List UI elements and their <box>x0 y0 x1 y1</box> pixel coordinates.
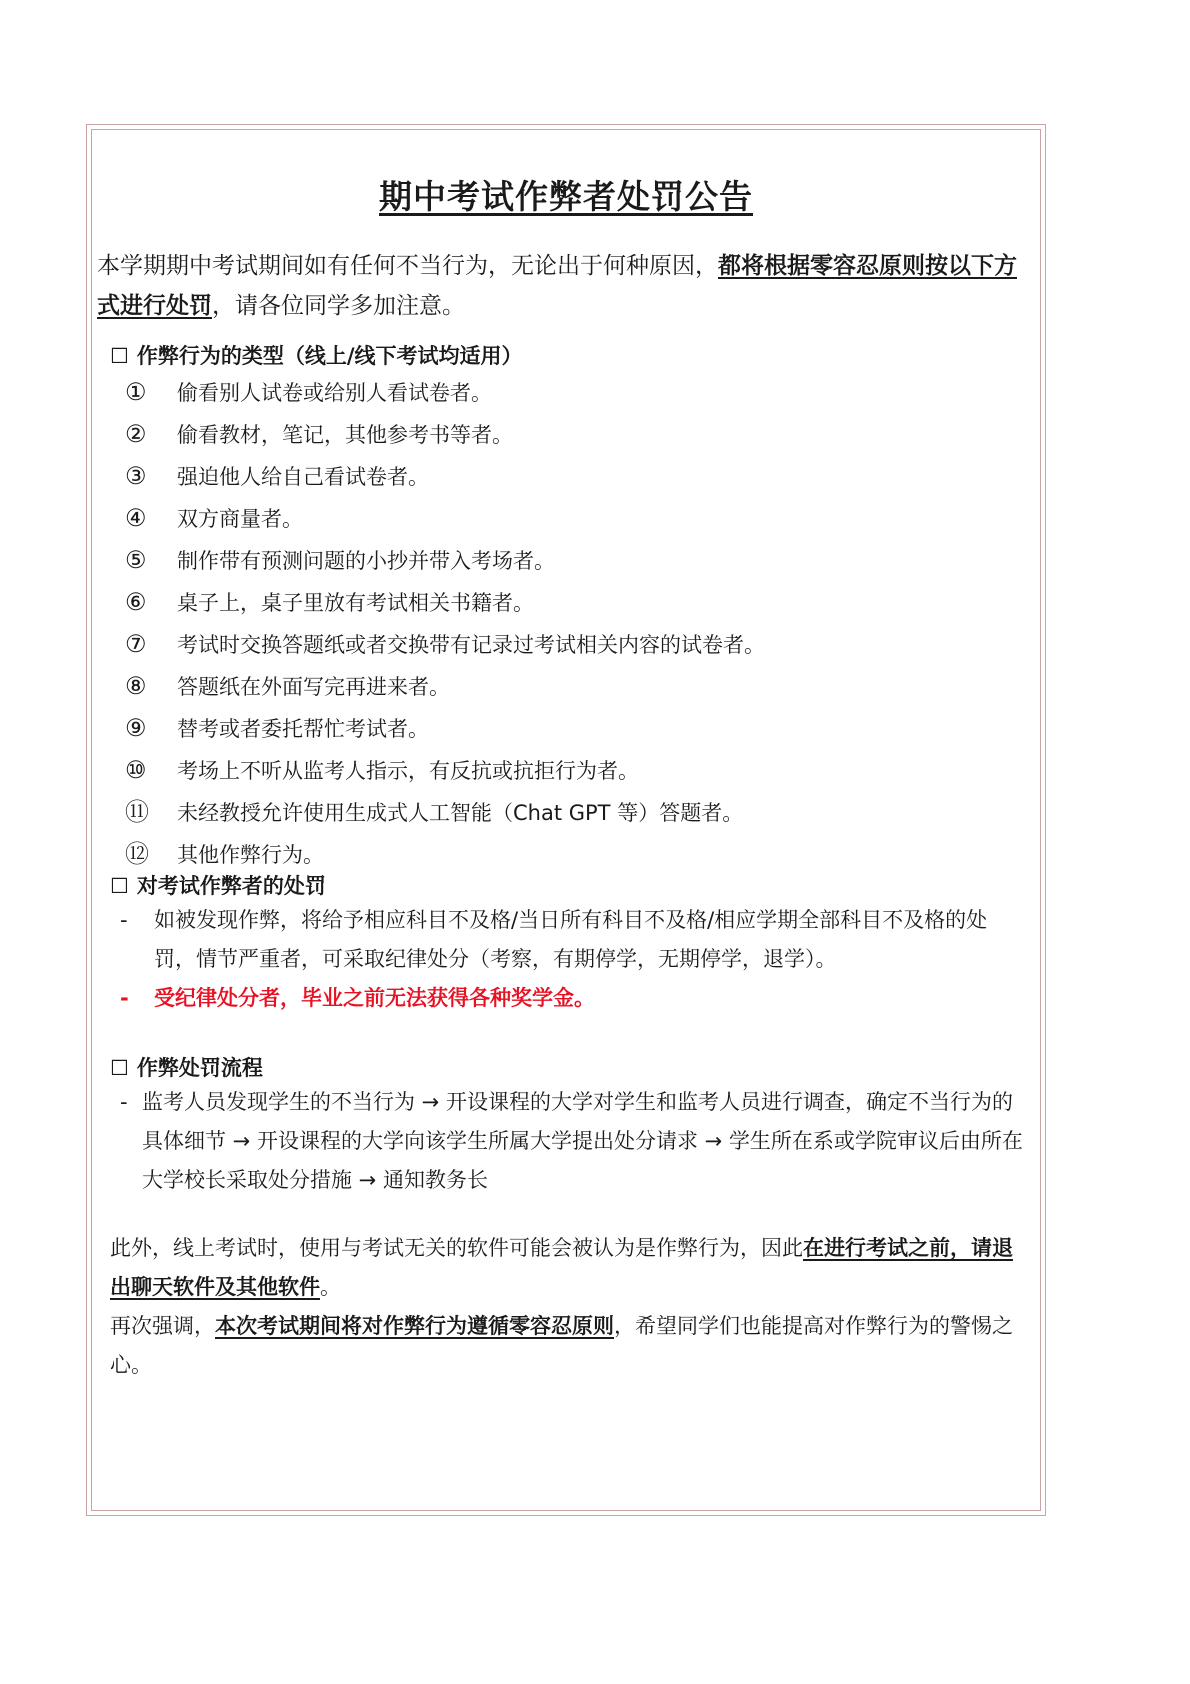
list-number: ② <box>125 420 147 448</box>
dash-marker: - <box>120 986 129 1010</box>
closing-line-1 <box>110 1229 1027 1307</box>
process-flow-text: 监考人员发现学生的不当行为 → 开设课程的大学对学生和监考人员进行调查，确定不当行为的具体细节 → 开设课程的大学向该学生所属大学提出处分请求 → 学生所在系或学院审议后由所在大学校长采取处分措施 → 通知教务长 <box>142 1090 1023 1192</box>
intro-text-end: ，请各位同学多加注意。 <box>212 293 465 319</box>
list-item <box>125 749 1005 791</box>
closing-line-2 <box>110 1307 1027 1385</box>
list-text: 考试时交换答题纸或者交换带有记录过考试相关内容的试卷者。 <box>177 633 765 657</box>
list-text: 答题纸在外面写完再进来者。 <box>177 675 450 699</box>
list-item <box>125 371 1005 413</box>
penalty-bullet <box>110 901 1027 979</box>
section-process-heading <box>110 1053 263 1083</box>
penalty-bullet-scholarship <box>110 979 1027 1018</box>
list-item <box>125 707 1005 749</box>
list-number: ① <box>125 378 147 406</box>
list-text: 强迫他人给自己看试卷者。 <box>177 465 429 489</box>
list-item <box>125 497 1005 539</box>
penalties-body <box>110 901 1027 1018</box>
intro-paragraph <box>97 246 1039 326</box>
list-item <box>125 665 1005 707</box>
list-number: ③ <box>125 462 147 490</box>
checkbox-icon: ☐ <box>110 344 129 368</box>
list-number: ⑩ <box>125 756 147 784</box>
list-number: ④ <box>125 504 147 532</box>
section-cheating-types-heading <box>110 341 523 371</box>
list-text: 偷看别人试卷或给别人看试卷者。 <box>177 381 492 405</box>
notice-frame <box>86 124 1046 1516</box>
list-number: ⑫ <box>125 840 149 868</box>
closing-paragraph <box>110 1229 1027 1385</box>
list-number: ⑦ <box>125 630 147 658</box>
scholarship-warning: 受纪律处分者，毕业之前无法获得各种奖学金。 <box>154 986 595 1010</box>
intro-text: 本学期期中考试期间如有任何不当行为，无论出于何种原因， <box>97 253 718 279</box>
dash-marker: - <box>120 908 128 932</box>
list-item <box>125 623 1005 665</box>
list-text: 双方商量者。 <box>177 507 303 531</box>
list-number: ⑥ <box>125 588 147 616</box>
list-text: 桌子上，桌子里放有考试相关书籍者。 <box>177 591 534 615</box>
closing-text: 此外，线上考试时，使用与考试无关的软件可能会被认为是作弊行为，因此 <box>110 1236 803 1260</box>
list-item <box>125 539 1005 581</box>
section-heading-text: 作弊处罚流程 <box>136 1056 263 1080</box>
section-heading-text: 对考试作弊者的处罚 <box>136 874 326 898</box>
closing-text-end: 。 <box>320 1275 341 1299</box>
list-text: 替考或者委托帮忙考试者。 <box>177 717 429 741</box>
section-penalties-heading <box>110 871 326 901</box>
list-text: 其他作弊行为。 <box>177 843 324 867</box>
closing-text-end: ，希望同学们也能提高对作弊行为的警惕之心。 <box>110 1314 1013 1377</box>
list-text: 未经教授允许使用生成式人工智能（Chat GPT 等）答题者。 <box>177 801 744 825</box>
list-item <box>125 413 1005 455</box>
list-text: 考场上不听从监考人指示，有反抗或抗拒行为者。 <box>177 759 639 783</box>
list-number: ⑧ <box>125 672 147 700</box>
section-heading-text: 作弊行为的类型（线上/线下考试均适用） <box>136 344 523 368</box>
checkbox-icon: ☐ <box>110 1056 129 1080</box>
checkbox-icon: ☐ <box>110 874 129 898</box>
dash-marker: - <box>120 1090 128 1114</box>
closing-text: 再次强调， <box>110 1314 215 1338</box>
list-item <box>125 833 1005 875</box>
list-text: 制作带有预测问题的小抄并带入考场者。 <box>177 549 555 573</box>
intro-emphasis: 都将根据零容忍原则按以下方式进行处罚 <box>97 252 1017 319</box>
list-number: ⑨ <box>125 714 147 742</box>
process-body <box>110 1083 1027 1200</box>
penalty-text: 如被发现作弊，将给予相应科目不及格/当日所有科目不及格/相应学期全部科目不及格的处罚，情节严重者，可采取纪律处分（考察，有期停学，无期停学，退学）。 <box>154 908 988 971</box>
list-number: ⑤ <box>125 546 147 574</box>
list-item <box>125 581 1005 623</box>
page-title: 期中考试作弊者处罚公告 <box>379 177 753 216</box>
list-number: ⑪ <box>125 798 149 826</box>
cheating-types-list <box>125 371 1005 875</box>
list-item <box>125 455 1005 497</box>
list-item <box>125 791 1005 833</box>
process-flow <box>110 1083 1027 1200</box>
list-text: 偷看教材，笔记，其他参考书等者。 <box>177 423 513 447</box>
closing-emphasis: 在进行考试之前，请退出聊天软件及其他软件 <box>110 1236 1013 1299</box>
closing-emphasis: 本次考试期间将对作弊行为遵循零容忍原则 <box>215 1314 614 1338</box>
